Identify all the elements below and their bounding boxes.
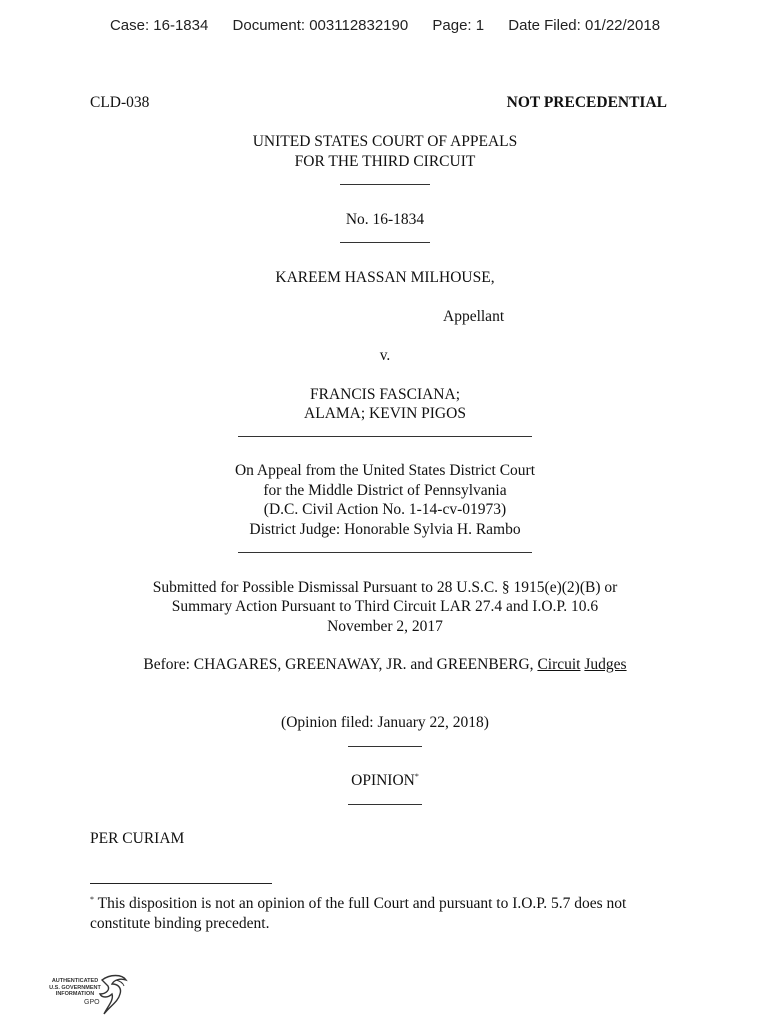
- panel-judges-circuit: Circuit: [537, 656, 581, 673]
- appellees-line1: FRANCIS FASCIANA;: [309, 386, 460, 403]
- court-name-line2: FOR THE THIRD CIRCUIT: [294, 153, 476, 170]
- appeal-line2: for the Middle District of Pennsylvania: [263, 482, 507, 499]
- versus: v.: [379, 347, 391, 364]
- appellees-line2: ALAMA; KEVIN PIGOS: [304, 405, 466, 422]
- footnote-line1: This disposition is not an opinion of the full Court and pursuant to I.O.P. 5.7 does not: [94, 895, 627, 912]
- divider: [0, 791, 770, 811]
- footnote-line2: constitute binding precedent.: [90, 914, 270, 932]
- seal-line2: U.S. GOVERNMENT: [49, 984, 101, 991]
- submitted-line1: Submitted for Possible Dismissal Pursuant to 28 U.S.C. § 1915(e)(2)(B) or: [152, 579, 618, 596]
- header-page: Page: 1: [432, 17, 485, 34]
- appeal-line3: (D.C. Civil Action No. 1-14-cv-01973): [263, 501, 507, 518]
- gpo-seal: [44, 972, 130, 1018]
- submitted-date: November 2, 2017: [327, 618, 443, 635]
- footnote-marker: *: [90, 894, 94, 904]
- seal-line3: INFORMATION: [55, 991, 95, 997]
- seal-line1: AUTHENTICATED: [51, 978, 99, 984]
- filing-header: [0, 17, 770, 34]
- opinion-heading: [0, 771, 770, 791]
- divider: [0, 229, 770, 249]
- eagle-icon: [96, 972, 130, 1018]
- header-case: Case: 16-1834: [109, 17, 209, 34]
- case-number: No. 16-1834: [345, 211, 425, 228]
- per-curiam: PER CURIAM: [90, 830, 185, 847]
- court-name-line1: UNITED STATES COURT OF APPEALS: [252, 133, 518, 150]
- header-document: Document: 003112832190: [232, 17, 409, 34]
- opinion-title: OPINION: [351, 772, 415, 789]
- footnote-rule: [90, 883, 272, 884]
- divider: [0, 171, 770, 191]
- doc-code: CLD-038: [90, 94, 150, 111]
- header-date-filed: Date Filed: 01/22/2018: [508, 17, 661, 34]
- panel-judges: [0, 655, 770, 675]
- footnote: [90, 894, 690, 933]
- precedential-label: NOT PRECEDENTIAL: [506, 94, 667, 111]
- opinion-filed: (Opinion filed: January 22, 2018): [281, 714, 489, 731]
- appeal-line1: On Appeal from the United States District Court: [234, 462, 536, 479]
- panel-judges-suffix: Judges: [584, 656, 627, 673]
- submitted-line2: Summary Action Pursuant to Third Circuit LAR 27.4 and I.O.P. 10.6: [171, 598, 599, 615]
- divider: [0, 539, 770, 559]
- panel-judges-prefix: Before: CHAGARES, GREENAWAY, JR. and GREENBERG,: [143, 656, 538, 673]
- divider: [0, 733, 770, 753]
- appeal-line4: District Judge: Honorable Sylvia H. Rambo: [249, 521, 521, 538]
- appellant-label: Appellant: [443, 308, 505, 325]
- appellant-name: KAREEM HASSAN MILHOUSE,: [275, 269, 495, 286]
- footnote-ref: *: [414, 771, 419, 781]
- seal-gpo: GPO: [84, 999, 100, 1006]
- divider: [0, 423, 770, 443]
